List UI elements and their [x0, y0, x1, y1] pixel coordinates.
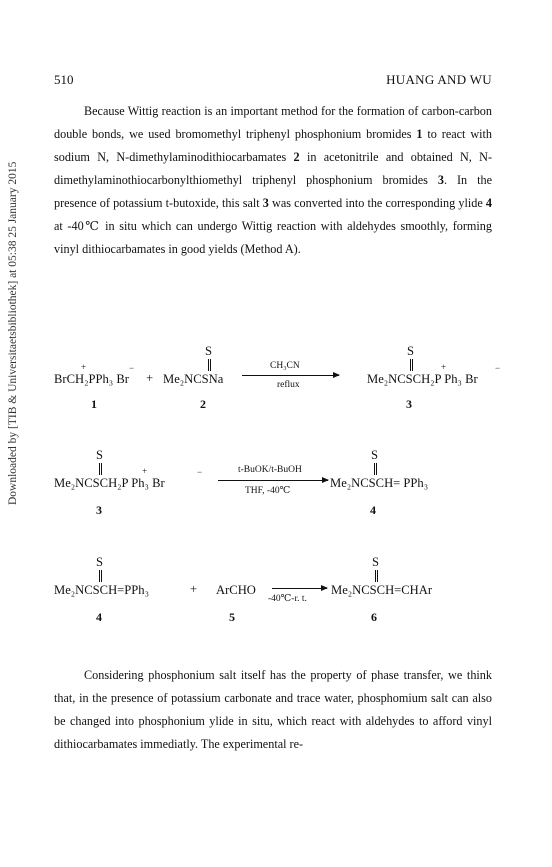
compound-ref: 3 — [262, 196, 269, 210]
paragraph-2 — [54, 664, 492, 756]
double-bond — [410, 359, 413, 371]
plus-sign: + — [146, 371, 154, 385]
condition-top: CH₃CN — [270, 361, 300, 371]
para1-text: Because Wittig reaction is an important method for the formation of carbon-carbon double bonds, we used bromomethyl triphenyl phosphonium bromides — [54, 104, 492, 141]
compound-label: 1 — [91, 397, 97, 411]
compound-label: 4 — [370, 503, 376, 517]
double-bond — [99, 570, 102, 582]
double-bond — [375, 570, 378, 582]
condition-bottom: THF, -40℃ — [245, 486, 291, 496]
plus-charge: + — [441, 362, 447, 372]
compound-label: 3 — [406, 397, 412, 411]
para1-text: at -40℃ in situ which can undergo Wittig reaction with aldehydes smoothly, forming vinyl dithiocarbamates in good yields (Method A). — [54, 219, 492, 256]
ylide-4: Me₂NCSCH=PPh₃ — [54, 583, 149, 597]
compound-ref: 3 — [437, 173, 444, 187]
para1-text: in acetonitrile and obtained N, N-dimethylaminothiocarbonylthiomethyl triphenyl phosphonium bromides — [54, 150, 492, 187]
para2-text: Considering phosphonium salt itself has the property of phase transfer, we think that, in the presence of potassium carbonate and trace water, phosphomium salt can also be changed into phosphonium ylide in situ, which react with aldehydes to afford vinyl dithiocarbamates immediatly. The experimental re- — [54, 668, 492, 751]
plus-charge: + — [142, 466, 148, 476]
compound-label: 4 — [96, 610, 102, 624]
double-bond — [99, 463, 102, 475]
plus-sign: + — [190, 582, 198, 596]
reaction-arrow — [242, 375, 339, 376]
compound-label: 5 — [229, 610, 235, 624]
reaction-arrow — [218, 480, 328, 481]
sulfur-atom: S — [96, 448, 104, 462]
product-6: Me₂NCSCH=CHAr — [331, 583, 433, 597]
sulfur-atom: S — [407, 344, 415, 358]
sulfur-atom: S — [96, 555, 104, 569]
product-3: Me₂NCSCH₂P Ph₃ Br — [367, 372, 478, 386]
condition-top: t-BuOK/t-BuOH — [238, 465, 302, 475]
paragraph-1 — [54, 100, 492, 261]
condition-bottom: reflux — [277, 380, 300, 390]
sulfur-atom: S — [371, 448, 379, 462]
reaction-arrow — [272, 588, 327, 589]
para1-text: to react with sodium N, N-dimethylaminodithiocarbamates — [54, 127, 492, 164]
compound-ref: 2 — [293, 150, 300, 164]
double-bond — [374, 463, 377, 475]
reactant-3: Me₂NCSCH₂P Ph₃ Br — [54, 476, 165, 490]
minus-charge: − — [495, 363, 501, 373]
minus-charge: − — [129, 363, 135, 373]
ylide-4: Me₂NCSCH= PPh₃ — [330, 476, 429, 490]
double-bond — [208, 359, 211, 371]
sulfur-atom: S — [205, 344, 213, 358]
reactant-5: ArCHO — [216, 583, 256, 597]
sulfur-atom: S — [372, 555, 380, 569]
plus-charge: + — [81, 362, 87, 372]
para1-text: . In the presence of potassium t-butoxide, this salt — [54, 173, 492, 210]
compound-label: 6 — [371, 610, 377, 624]
reactant-2: Me₂NCSNa — [163, 372, 224, 386]
condition-bottom: -40℃-r. t. — [268, 594, 307, 604]
minus-charge: − — [197, 467, 203, 477]
compound-ref: 4 — [485, 196, 492, 210]
page-number: 510 — [54, 72, 74, 87]
running-title: HUANG AND WU — [386, 72, 492, 87]
compound-label: 2 — [200, 397, 206, 411]
reactant-1: BrCH₂PPh₃ Br — [54, 372, 129, 386]
compound-ref: 1 — [416, 127, 423, 141]
para1-text: was converted into the corresponding ylide — [268, 196, 486, 210]
download-watermark: Downloaded by [TIB & Universitaetsbibliothek] at 05:38 25 January 2015 — [7, 161, 19, 505]
compound-label: 3 — [96, 503, 102, 517]
